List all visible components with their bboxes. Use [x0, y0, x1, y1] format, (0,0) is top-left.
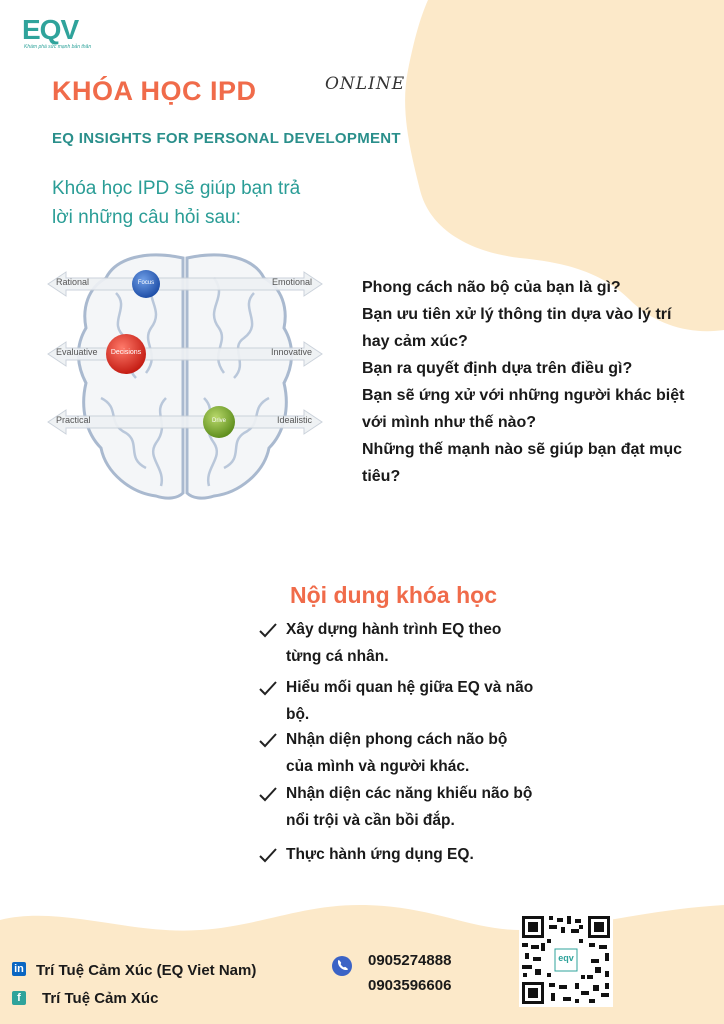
circle-label-decisions: Decisions — [110, 349, 142, 356]
online-label: ONLINE — [325, 74, 406, 94]
page-title: KHÓA HỌC IPD — [52, 76, 257, 106]
facebook-icon[interactable]: f — [12, 991, 26, 1005]
logo-text: EQV — [22, 14, 79, 45]
question-item: Phong cách não bộ của bạn là gì? — [362, 279, 621, 296]
eqv-logo[interactable] — [22, 14, 102, 54]
brain-label-idealistic: Idealistic — [276, 415, 312, 425]
intro-text — [52, 174, 362, 232]
list-item-text: Nhận diện các năng khiếu não bộ nổi trội và cần bồi đắp. — [286, 785, 533, 829]
intro-line-2: lời những câu hỏi sau: — [52, 207, 241, 228]
phone-number-1[interactable]: 0905274888 — [368, 952, 452, 969]
intro-line-1: Khóa học IPD sẽ giúp bạn trả — [52, 178, 301, 199]
brain-label-innovative: Innovative — [270, 347, 312, 357]
list-item-text: Hiểu mối quan hệ giữa EQ và não bộ. — [286, 679, 534, 723]
checkmark-icon — [258, 680, 278, 696]
question-list — [362, 274, 702, 490]
checkmark-icon — [258, 622, 278, 638]
question-item: Bạn ra quyết định dựa trên điều gì? — [362, 360, 633, 377]
content-title: Nội dung khóa học — [290, 582, 497, 608]
logo-tagline: Khám phá sức mạnh bản thân — [24, 44, 92, 50]
list-item-text: Nhận diện phong cách não bộ của mình và người khác. — [286, 731, 508, 775]
linkedin-link[interactable]: Trí Tuệ Cảm Xúc (EQ Viet Nam) — [36, 962, 257, 979]
qr-logo-text: eqv — [558, 953, 574, 963]
page-subtitle: EQ INSIGHTS FOR PERSONAL DEVELOPMENT — [52, 130, 401, 147]
brain-diagram — [46, 248, 324, 512]
checkmark-icon — [258, 732, 278, 748]
list-item-text: Thực hành ứng dụng EQ. — [286, 846, 474, 863]
question-item: Bạn ưu tiên xử lý thông tin dựa vào lý trí hay cảm xúc? — [362, 306, 672, 350]
phone-icon — [331, 955, 353, 977]
list-item-text: Xây dựng hành trình EQ theo từng cá nhân. — [286, 621, 502, 665]
checkmark-icon — [258, 847, 278, 863]
brain-label-rational: Rational — [56, 277, 90, 287]
phone-number-2[interactable]: 0903596606 — [368, 977, 452, 994]
brain-label-evaluative: Evaluative — [56, 347, 98, 357]
brain-label-practical: Practical — [56, 415, 91, 425]
question-item: Bạn sẽ ứng xử với những người khác biệt với mình như thế nào? — [362, 387, 685, 431]
linkedin-icon[interactable]: in — [12, 962, 26, 976]
circle-label-focus: Focus — [137, 280, 155, 286]
checkmark-icon — [258, 786, 278, 802]
brain-label-emotional: Emotional — [271, 277, 312, 287]
phone-numbers — [368, 948, 451, 998]
facebook-link[interactable]: Trí Tuệ Cảm Xúc — [42, 990, 159, 1007]
question-item: Những thế mạnh nào sẽ giúp bạn đạt mục tiêu? — [362, 441, 683, 485]
circle-label-drive: Drive — [211, 418, 226, 424]
brain-illustration — [46, 248, 324, 512]
